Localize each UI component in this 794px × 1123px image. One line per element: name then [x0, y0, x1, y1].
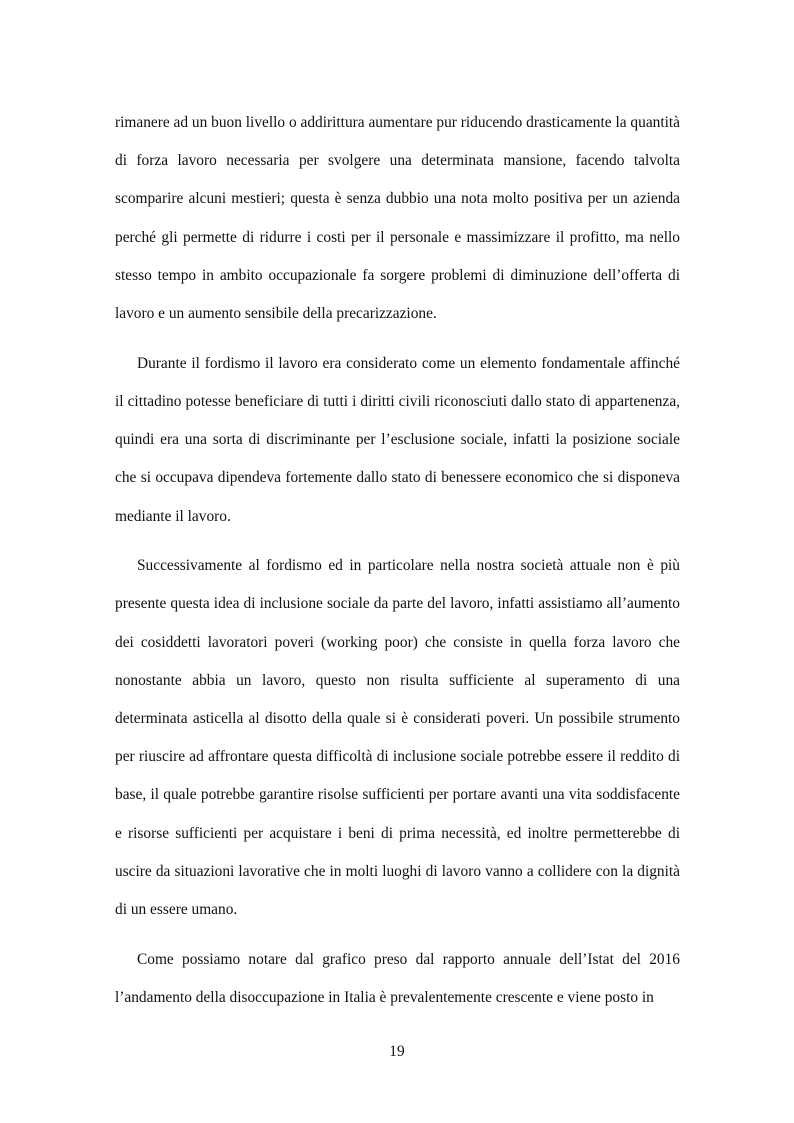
document-body	[115, 104, 680, 1017]
paragraph-continuation: rimanere ad un buon livello o addirittura aumentare pur riducendo drasticamente la quantità di forza lavoro necessaria per svolgere una determinata mansione, facendo talvolta scomparire alcuni mestieri; questa è senza dubbio una nota molto positiva per un azienda perché gli permette di ridurre i costi per il personale e massimizzare il profitto, ma nello stesso tempo in ambito occupazionale fa sorgere problemi di diminuzione dell’offerta di lavoro e un aumento sensibile della precarizzazione.	[115, 114, 680, 323]
paragraph-istat: Come possiamo notare dal grafico preso dal rapporto annuale dell’Istat del 2016 l’andamento della disoccupazione in Italia è prevalentemente crescente e viene posto in	[115, 950, 680, 1006]
paragraph-working-poor: Successivamente al fordismo ed in particolare nella nostra società attuale non è più presente questa idea di inclusione sociale da parte del lavoro, infatti assistiamo all’aumento dei cosiddetti lavoratori poveri (working poor) che consiste in quella forza lavoro che nonostante abbia un lavoro, questo non risulta sufficiente al superamento di una determinata asticella al disotto della quale si è considerati poveri. Un possibile strumento per riuscire ad affrontare questa difficoltà di inclusione sociale potrebbe essere il reddito di base, il quale potrebbe garantire risolse sufficienti per portare avanti una vita soddisfacente e risorse sufficienti per acquistare i beni di prima necessità, ed inoltre permetterebbe di uscire da situazioni lavorative che in molti luoghi di lavoro vanno a collidere con la dignità di un essere umano.	[115, 557, 680, 919]
page-number: 19	[389, 1043, 405, 1060]
paragraph-fordismo: Durante il fordismo il lavoro era considerato come un elemento fondamentale affinché il cittadino potesse beneficiare di tutti i diritti civili riconosciuti dallo stato di appartenenza, quindi era una sorta di discriminante per l’esclusione sociale, infatti la posizione sociale che si occupava dipendeva fortemente dallo stato di benessere economico che si disponeva mediante il lavoro.	[115, 354, 680, 525]
